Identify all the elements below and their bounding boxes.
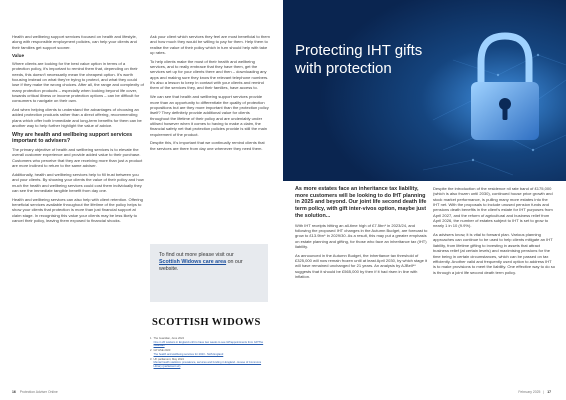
page-number: 17 bbox=[547, 390, 551, 394]
page-number: 16 bbox=[12, 390, 16, 394]
reference-link[interactable]: One in 20 workers in England unfit to have two weeks to see GP/appointments from GP/The Guardian bbox=[153, 340, 264, 348]
col2-paragraph-4: Despite this, it's important that we continually remind clients that the services are there from day one whenever they need them. bbox=[150, 140, 265, 151]
intro-paragraph: Health and wellbeing support services focused on health and lifestyle, along with responsible employment policies, can help your clients and their families get support sooner. bbox=[12, 34, 137, 50]
col2-paragraph-3: We can see that health and wellbeing support services provide more than an opportunity to differentiate the quality of protection propositions but are they more important than the protection policy itself? They definitely provide additional value for clients throughout the lifetime of their policy and are undeniably under utilised however when it comes to having to make a claim, the financial safety net that protection policies provide is still the main requirement of the product. bbox=[150, 94, 269, 137]
padlock-illustration bbox=[283, 0, 566, 181]
why-paragraph-2: Additionally, health and wellbeing services help to fill trust between you and your clients. By showing your clients the value of their policy and how much the health and wellbeing services could cost them individually they can see the immediate tangible benefit from day one. bbox=[12, 171, 144, 193]
right-page bbox=[283, 0, 566, 400]
col2-paragraph-1: Ask your client which services they feel are most beneficial to them and how much they would be willing to pay for them. Help them to realise the value of their policy which in turn should help with take up rates. bbox=[150, 34, 270, 56]
reference-link[interactable]: Mental health statistics: prevalence, services and funding in England - House of Commons Library (parliament.uk) bbox=[153, 361, 262, 369]
right-col1-paragraph-2: As announced in the Autumn Budget, the inheritance tax threshold of £325,000 will now remain frozen until at least April 2030, by which stage it will have remained unchanged for 21 years. An analysis by AJBell** suggests that it should be £565,000 by then if it had risen in line with inflation. bbox=[295, 252, 428, 279]
publication-name: Protection Adviser Online bbox=[19, 390, 58, 394]
value-paragraph-2: And when helping clients to understand the advantages of choosing an added protection products rather than a direct offering, recommending plans which offer both immediate and long-term benefits for them can be another way to help further highlight the value of advice. bbox=[12, 106, 142, 128]
left-column-2 bbox=[150, 34, 270, 154]
reference-item: 2 GP HSE 2023 The health and wellbeing services for 2023 - NHS England bbox=[150, 349, 224, 356]
left-footer bbox=[12, 390, 58, 394]
right-col2-paragraph-1: Despite the introduction of the residence nil rate band of £175,000 (which is also frozen until 2030), continued house price growth and stock market performance, is pulling many more estates into the IHT net. With the proposals to include unused pension funds and pensions death benefits in the client's estate for IHT purposes from April 2027, and the reform of agricultural and business relief from April 2026, the number of estates subject to IHT is set to grow to nearly 1 in 10 (9.9%). bbox=[433, 186, 553, 229]
col2-paragraph-2: To help clients make the most of their health and wellbeing services, and to really embrace that they have them, get the services set up for your clients there and then – downloading any apps and making sure they know the relevant telephone numbers. It's also a lesson to keep in contact with your clients and remind them of the services they, and their families, have access to. bbox=[150, 58, 269, 91]
hero-image bbox=[283, 0, 566, 181]
intro-heading: As more estates face an inheritance tax liability, more customers will be looking to do IHT planning in 2025 and beyond. Our joint life second death life term policy, with gift inter-vivos option, maybe just the solution... bbox=[295, 186, 427, 219]
right-col2-paragraph-2: As advisers know, it is vital to forward plan. Various planning approaches can continue to be used to help clients mitigate an IHT liability, from lifetime gifting to investing in assets that attract business relief (at certain levels) and maximising pensions for the time being in certain circumstances, which can be passed on tax efficiently. Another valid and frequently used option to address IHT is to make provisions to meet the liability. One effective way to do so is through a joint life second death term policy. bbox=[433, 232, 555, 275]
reference-item: 3 UK parliament, May 2024 Mental health statistics: prevalence, services and funding in England - House of Commons Library (parliament.uk) bbox=[150, 358, 270, 369]
why-paragraph-1: The primary objective of health and wellbeing services is to elevate the overall customer experience and provide added value to their purchase. Customers who perceive that they are receiving more than just a product are more inclined to return to the same adviser. bbox=[12, 147, 143, 169]
callout-text: To find out more please visit our bbox=[159, 252, 234, 258]
intro-section bbox=[295, 186, 428, 283]
reference-item: 1 The Guardian, June 2024 One in 20 workers in England unfit to have two weeks to see GP/appointments from GP/The Guardian bbox=[150, 337, 270, 348]
value-heading: Value bbox=[12, 53, 25, 59]
right-column-1 bbox=[295, 223, 428, 280]
scottish-widows-care-link[interactable]: Scottish Widows care area bbox=[159, 259, 227, 265]
hero-title: Protecting IHT gifts with protection bbox=[295, 42, 423, 77]
why-heading: Why are health and wellbeing support services important to advisers? bbox=[12, 131, 133, 145]
right-col1-paragraph-1: With IHT receipts hitting an all-time high of £7.5bn* in 2023/24, and following the proposed IHT changes in the Autumn Budget, are forecast to grow to £13.9bn* in 2029/30. As a result, this may put a greater emphasis on estate planning and gifting, for those who face an inheritance tax (IHT) liability. bbox=[295, 222, 428, 249]
value-paragraph-1: Where clients are looking for the best value option in terms of a protection policy, it's important to remind them that, depending on their needs, this doesn't necessarily mean the cheapest option. It's worth focusing instead on what they're trying to protect, and what they could lose if they make the wrong choices. After all, the range and complexity of many protection products – especially when looking beyond life cover, towards critical illness or income protection options – can be difficult for consumers to navigate on their own. bbox=[12, 60, 144, 104]
callout-suffix: on our website. bbox=[159, 259, 243, 272]
right-column-2 bbox=[433, 186, 555, 278]
scottish-widows-logo bbox=[152, 312, 272, 332]
why-paragraph-3: Health and wellbeing services can also help with client retention. Offering beneficial services available throughout the lifetime of the policy helps to show your clients that protection is more than just financial support at claim stage. In recognising this value your clients may be less likely to cancel their policy, leaving them exposed to financial shocks. bbox=[12, 196, 143, 224]
logo-text: SCOTTISH WIDOWS bbox=[152, 316, 261, 328]
references bbox=[150, 337, 270, 370]
right-footer: February 2025 | 17 bbox=[518, 390, 551, 394]
find-out-more-callout bbox=[150, 244, 268, 302]
left-column-1 bbox=[12, 34, 144, 227]
reference-link[interactable]: The health and wellbeing services for 2023 - NHS England bbox=[153, 352, 224, 356]
issue-date: February 2025 bbox=[518, 390, 541, 394]
